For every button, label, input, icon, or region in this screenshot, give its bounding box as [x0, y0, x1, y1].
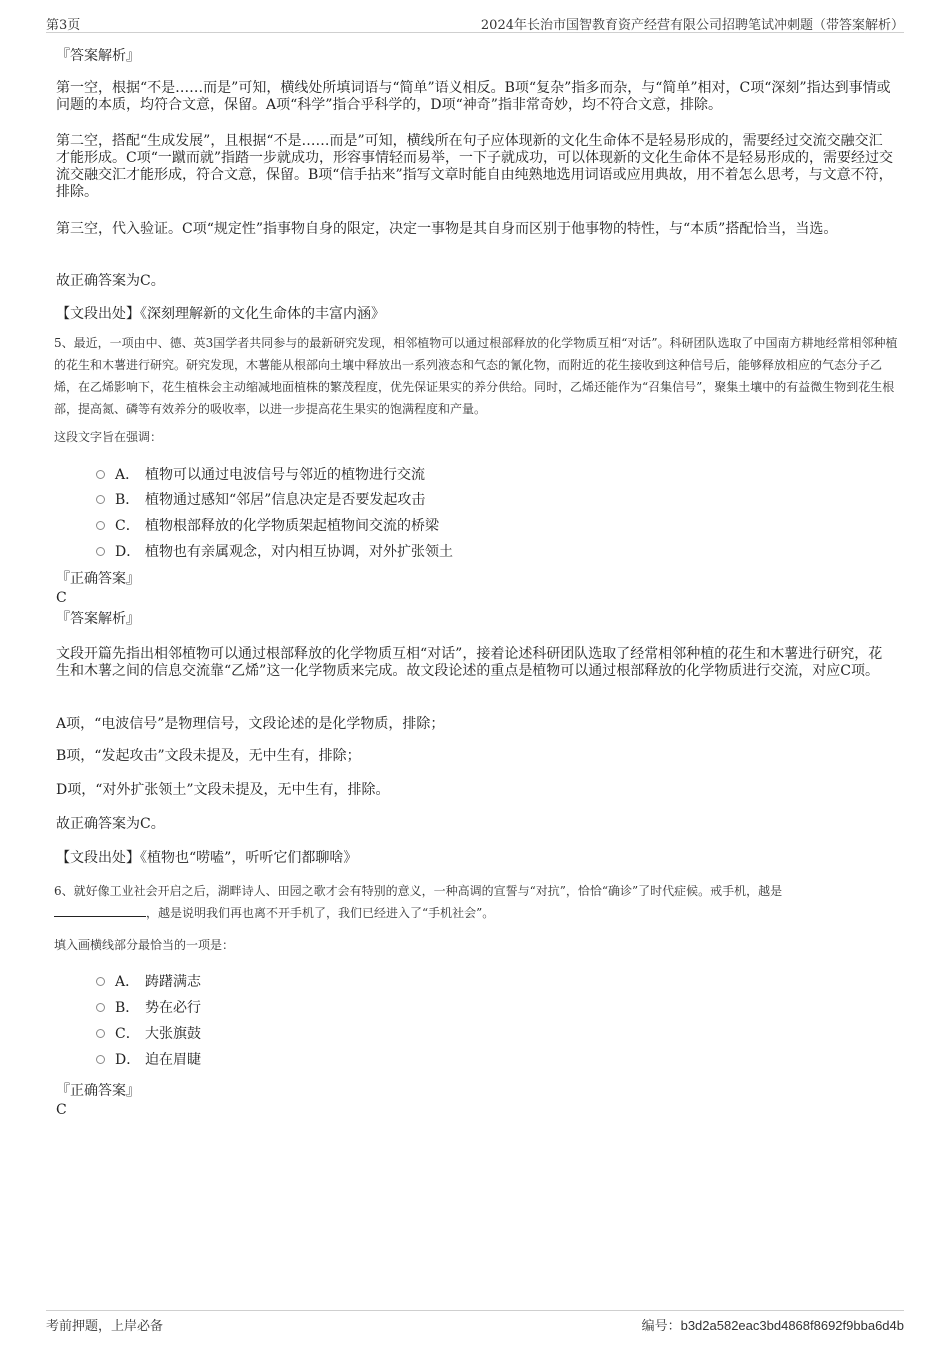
question-5-option-d[interactable]: D． 植物也有亲属观念，对内相互协调，对外扩张领土	[96, 543, 453, 561]
analysis-paragraph-1: 第一空，根据“不是……而是”可知，横线处所填词语与“简单”语义相反。B项“复杂”指多而杂，与“简单”相对，C项“深刻”指达到事情或问题的本质，均符合文意，保留。A项“科学”指合乎科学的，D项“神奇”指非常奇妙，均不符合文意，排除。	[56, 80, 891, 113]
analysis-paragraph-4: D项，“对外扩张领土”文段未提及，无中生有，排除。	[56, 782, 390, 798]
question-5-option-a[interactable]: A． 植物可以通过电波信号与邻近的植物进行交流	[96, 466, 425, 484]
analysis-paragraph-3: B项，“发起攻击”文段未提及，无中生有，排除；	[56, 748, 361, 764]
conclusion: 故正确答案为C。	[56, 273, 165, 289]
analysis-paragraph-2: 第二空，搭配“生成发展”，且根据“不是……而是”可知，横线所在句子应体现新的文化生命体不是轻易形成的，需要经过交流交融交汇才能形成。C项“一蹴而就”指踏一步就成功，形容事情轻而易举，一下子就成功，可以体现新的文化生命体不是轻易形成的，需要经过交流交融交汇才能形成，符合文意，保留。B项“信手拈来”指写文章时能自由纯熟地选用词语或应用典故，用不着怎么思考，与文意不符，排除。	[56, 133, 894, 200]
radio-icon[interactable]	[96, 1055, 105, 1064]
analysis-label: 『答案解析』	[56, 611, 140, 627]
correct-answer-label: 『正确答案』	[56, 571, 140, 587]
question-6-prompt: 填入画横线部分最恰当的一项是：	[54, 938, 235, 952]
question-6-option-b[interactable]: B． 势在必行	[96, 999, 201, 1017]
radio-icon[interactable]	[96, 521, 105, 530]
analysis-paragraph-2: A项，“电波信号”是物理信号，文段论述的是化学物质，排除；	[56, 716, 445, 732]
question-5-option-c[interactable]: C． 植物根部释放的化学物质架起植物间交流的桥梁	[96, 517, 439, 535]
radio-icon[interactable]	[96, 1003, 105, 1012]
analysis-paragraph-3: 第三空，代入验证。C项“规定性”指事物自身的限定，决定一事物是其自身而区别于他事物的特性，与“本质”搭配恰当，当选。	[56, 221, 838, 237]
question-6-option-d[interactable]: D． 迫在眉睫	[96, 1051, 201, 1069]
correct-answer-value: C	[56, 590, 67, 606]
source-citation: 【文段出处】《深刻理解新的文化生命体的丰富内涵》	[56, 306, 385, 322]
question-6-stem: 6、就好像工业社会开启之后，湖畔诗人、田园之歌才会有特别的意义，一种高调的宣誓与“对抗”，恰恰“确诊”了时代症候。戒手机，越是 ，越是说明我们再也离不开手机了，我们已经进入了“手机社会”。	[54, 884, 783, 920]
radio-icon[interactable]	[96, 495, 105, 504]
page-number: 第3页	[46, 18, 81, 33]
document-code: 编号：b3d2a582eac3bd4868f8692f9bba6d4b	[641, 1318, 904, 1334]
analysis-label: 『答案解析』	[56, 48, 140, 64]
correct-answer-label: 『正确答案』	[56, 1083, 140, 1099]
question-5-prompt: 这段文字旨在强调：	[54, 430, 163, 444]
question-5-stem: 5、最近，一项由中、德、英3国学者共同参与的最新研究发现，相邻植物可以通过根部释放的化学物质互相“对话”。科研团队选取了中国南方耕地经常相邻种植的花生和木薯进行研究。研究发现，木薯能从根部向土壤中释放出一系列液态和气态的氰化物，而附近的花生接收到这种信号后，能够释放相应的气态分子乙烯，在乙烯影响下，花生植株会主动缩减地面植株的繁茂程度，优先保证果实的养分供给。同时，乙烯还能作为“召集信号”，聚集土壤中的有益微生物到花生根部，提高氮、磷等有效养分的吸收率，以进一步提高花生果实的饱满程度和产量。	[54, 336, 898, 416]
radio-icon[interactable]	[96, 470, 105, 479]
radio-icon[interactable]	[96, 977, 105, 986]
page-footer	[46, 1310, 904, 1337]
question-6-option-c[interactable]: C． 大张旗鼓	[96, 1025, 201, 1043]
question-5-option-b[interactable]: B． 植物通过感知“邻居”信息决定是否要发起攻击	[96, 491, 425, 509]
radio-icon[interactable]	[96, 1029, 105, 1038]
question-6-option-a[interactable]: A． 踌躇满志	[96, 973, 201, 991]
correct-answer-value: C	[56, 1102, 67, 1118]
document-title: 2024年长治市国智教育资产经营有限公司招聘笔试冲刺题（带答案解析）	[480, 18, 904, 33]
fill-blank	[54, 904, 146, 917]
conclusion: 故正确答案为C。	[56, 816, 165, 832]
footer-slogan: 考前押题，上岸必备	[46, 1319, 164, 1334]
radio-icon[interactable]	[96, 547, 105, 556]
source-citation: 【文段出处】《植物也“唠嗑”，听听它们都聊啥》	[56, 850, 358, 866]
analysis-paragraph-1: 文段开篇先指出相邻植物可以通过根部释放的化学物质互相“对话”，接着论述科研团队选取了经常相邻种植的花生和木薯进行研究，花生和木薯之间的信息交流靠“乙烯”这一化学物质来完成。故文段论述的重点是植物可以通过根部释放的化学物质进行交流，对应C项。	[56, 646, 883, 679]
page-header	[46, 10, 904, 33]
